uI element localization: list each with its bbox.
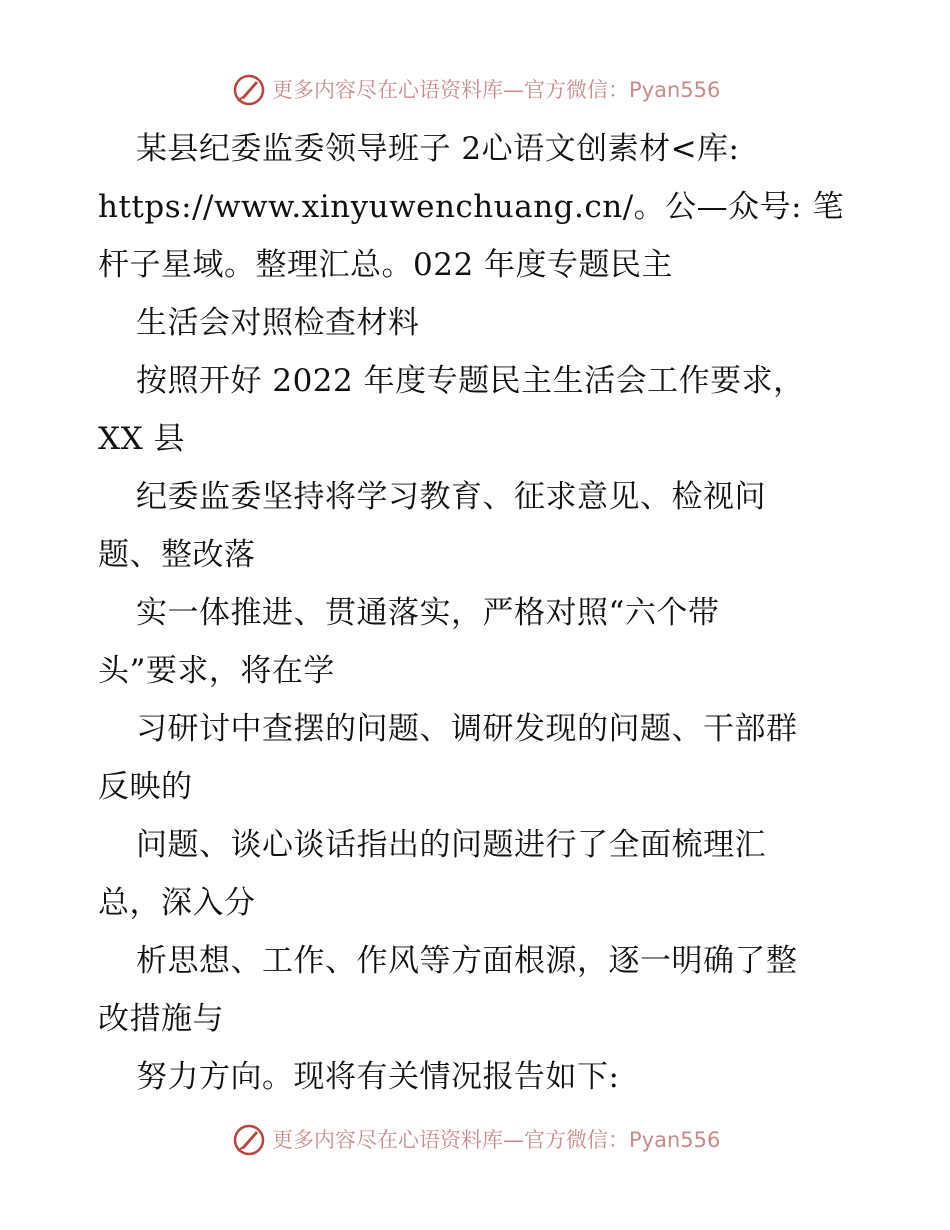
title-line-2: https://www.xinyuwenchuang.cn/。公—众号: 笔: [98, 189, 844, 225]
title-line-4: 生活会对照检查材料: [136, 305, 420, 341]
paragraph-line: 实一体推进、贯通落实，严格对照“六个带: [136, 595, 720, 631]
title-line-1: 某县纪委监委领导班子 2心语文创素材<库:: [136, 131, 740, 167]
paragraph-line: 总，深入分: [98, 885, 256, 921]
paragraph-line: 题、整改落: [98, 537, 256, 573]
feather-pen-logo-icon: [232, 73, 266, 107]
paragraph-line: 纪委监委坚持将学习教育、征求意见、检视问: [136, 479, 766, 515]
feather-pen-logo-icon: [232, 1123, 266, 1157]
paragraph-line: 努力方向。现将有关情况报告如下:: [136, 1059, 620, 1095]
title-line-3: 杆子星域。整理汇总。022 年度专题民主: [98, 247, 674, 283]
paragraph-line: XX 县: [98, 421, 185, 457]
paragraph-line: 反映的: [98, 769, 193, 805]
paragraph-line: 头”要求，将在学: [98, 653, 335, 689]
paragraph-line: 按照开好 2022 年度专题民主生活会工作要求，: [136, 363, 805, 399]
footer-watermark: [0, 1120, 950, 1160]
paragraph-line: 析思想、工作、作风等方面根源，逐一明确了整: [136, 943, 798, 979]
watermark-text: 更多内容尽在心语资料库—官方微信：Pyan556: [272, 78, 721, 102]
document-body: [98, 120, 858, 1106]
paragraph-line: 改措施与: [98, 1001, 224, 1037]
paragraph-line: 问题、谈心谈话指出的问题进行了全面梳理汇: [136, 827, 766, 863]
paragraph-line: 习研讨中查摆的问题、调研发现的问题、干部群: [136, 711, 798, 747]
header-watermark: [0, 70, 950, 110]
watermark-text: 更多内容尽在心语资料库—官方微信：Pyan556: [272, 1128, 721, 1152]
